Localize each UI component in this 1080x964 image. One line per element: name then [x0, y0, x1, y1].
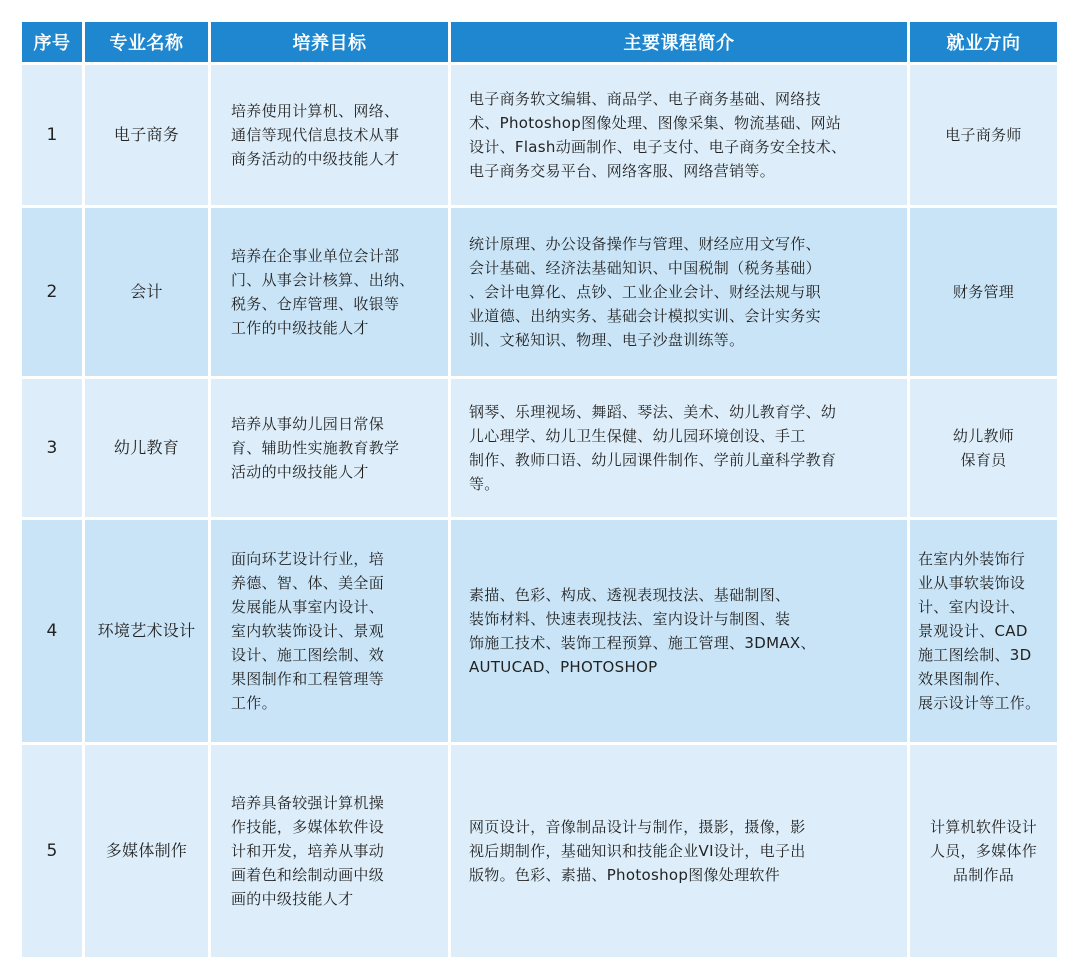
training-goal — [211, 379, 448, 517]
goal-line: 商务活动的中级技能人才 — [231, 150, 400, 168]
course-line: 装饰材料、快速表现技法、室内设计与制图、装 — [469, 610, 791, 628]
goal-line: 育、辅助性实施教育教学 — [231, 439, 400, 457]
career-direction — [910, 745, 1057, 957]
goal-line: 计和开发，培养从事动 — [231, 842, 385, 860]
course-line: 设计、Flash动画制作、电子支付、电子商务安全技术、 — [469, 138, 847, 156]
row-index: 2 — [22, 208, 82, 376]
course-line: 饰施工技术、装饰工程预算、施工管理、3DMAX、 — [469, 634, 816, 652]
course-line: 会计基础、经济法基础知识、中国税制（税务基础） — [469, 259, 821, 277]
career-direction — [910, 379, 1057, 517]
goal-line: 设计、施工图绘制、效 — [231, 646, 385, 664]
header-main-courses: 主要课程简介 — [451, 22, 907, 62]
training-goal — [211, 520, 448, 742]
main-courses — [451, 745, 907, 957]
goal-line: 果图制作和工程管理等 — [231, 670, 385, 688]
job-line: 业从事软装饰设 — [918, 574, 1026, 592]
goal-line: 培养从事幼儿园日常保 — [231, 415, 385, 433]
course-line: 统计原理、办公设备操作与管理、财经应用文写作、 — [469, 235, 821, 253]
job-line: 保育员 — [960, 451, 1007, 469]
main-courses — [451, 208, 907, 376]
table-row-5 — [22, 745, 1057, 957]
header-career-direction: 就业方向 — [910, 22, 1057, 62]
goal-line: 养德、智、体、美全面 — [231, 574, 385, 592]
header-training-goal: 培养目标 — [211, 22, 448, 62]
career-direction — [910, 520, 1057, 742]
row-index: 1 — [22, 65, 82, 205]
course-line: 网页设计，音像制品设计与制作，摄影，摄像，影 — [469, 818, 806, 836]
training-goal — [211, 65, 448, 205]
job-line: 计、室内设计、 — [918, 598, 1026, 616]
job-line: 品制作品 — [952, 866, 1015, 884]
row-index: 3 — [22, 379, 82, 517]
job-line: 幼儿教师 — [952, 427, 1015, 445]
job-line: 人员，多媒体作 — [929, 842, 1038, 860]
course-line: AUTUCAD、PHOTOSHOP — [469, 658, 658, 676]
table-row-3 — [22, 379, 1057, 517]
goal-line: 税务、仓库管理、收银等 — [231, 295, 400, 313]
job-line: 施工图绘制、3D — [918, 646, 1032, 664]
course-line: 等。 — [469, 475, 500, 493]
course-line: 素描、色彩、构成、透视表现技法、基础制图、 — [469, 586, 791, 604]
career-direction — [910, 65, 1057, 205]
table-row-4 — [22, 520, 1057, 742]
goal-line: 通信等现代信息技术从事 — [231, 126, 400, 144]
goal-line: 画的中级技能人才 — [231, 890, 354, 908]
majors-table — [19, 19, 1060, 960]
header-major-name: 专业名称 — [85, 22, 208, 62]
course-line: 制作、教师口语、幼儿园课件制作、学前儿童科学教育 — [469, 451, 837, 469]
course-line: 业道德、出纳实务、基础会计模拟实训、会计实务实 — [469, 307, 821, 325]
main-courses — [451, 379, 907, 517]
table-row-1 — [22, 65, 1057, 205]
course-line: 钢琴、乐理视场、舞蹈、琴法、美术、幼儿教育学、幼 — [469, 403, 837, 421]
job-line: 电子商务师 — [945, 126, 1022, 144]
main-courses — [451, 520, 907, 742]
goal-line: 室内软装饰设计、景观 — [231, 622, 385, 640]
job-line: 展示设计等工作。 — [918, 694, 1041, 712]
course-line: 、会计电算化、点钞、工业企业会计、财经法规与职 — [469, 283, 821, 301]
course-line: 术、Photoshop图像处理、图像采集、物流基础、网站 — [469, 114, 842, 132]
goal-line: 作技能，多媒体软件设 — [231, 818, 385, 836]
goal-line: 工作。 — [231, 694, 277, 712]
goal-line: 门、从事会计核算、出纳、 — [231, 271, 415, 289]
goal-line: 活动的中级技能人才 — [231, 463, 369, 481]
course-line: 训、文秘知识、物理、电子沙盘训练等。 — [469, 331, 745, 349]
job-line: 景观设计、CAD — [918, 622, 1028, 640]
major-name: 会计 — [85, 208, 208, 376]
course-line: 电子商务软文编辑、商品学、电子商务基础、网络技 — [469, 90, 821, 108]
goal-line: 发展能从事室内设计、 — [231, 598, 385, 616]
major-name: 电子商务 — [85, 65, 208, 205]
goal-line: 培养具备较强计算机操 — [231, 794, 385, 812]
major-name: 幼儿教育 — [85, 379, 208, 517]
training-goal — [211, 208, 448, 376]
course-line: 电子商务交易平台、网络客服、网络营销等。 — [469, 162, 776, 180]
job-line: 效果图制作、 — [918, 670, 1010, 688]
goal-line: 画着色和绘制动画中级 — [231, 866, 385, 884]
goal-line: 培养在企事业单位会计部 — [231, 247, 400, 265]
career-direction — [910, 208, 1057, 376]
goal-line: 培养使用计算机、网络、 — [231, 102, 400, 120]
job-line: 在室内外装饰行 — [918, 550, 1026, 568]
course-line: 版物。色彩、素描、Photoshop图像处理软件 — [469, 866, 781, 884]
row-index: 4 — [22, 520, 82, 742]
goal-line: 工作的中级技能人才 — [231, 319, 369, 337]
major-name: 多媒体制作 — [85, 745, 208, 957]
table-row-2 — [22, 208, 1057, 376]
course-line: 儿心理学、幼儿卫生保健、幼儿园环境创设、手工 — [469, 427, 806, 445]
course-line: 视后期制作，基础知识和技能企业VI设计，电子出 — [469, 842, 806, 860]
job-line: 计算机软件设计 — [929, 818, 1038, 836]
majors-table-container — [22, 22, 1060, 960]
row-index: 5 — [22, 745, 82, 957]
goal-line: 面向环艺设计行业，培 — [231, 550, 385, 568]
major-name: 环境艺术设计 — [85, 520, 208, 742]
job-line: 财务管理 — [952, 283, 1015, 301]
header-index: 序号 — [22, 22, 82, 62]
main-courses — [451, 65, 907, 205]
header-row — [22, 22, 1057, 62]
training-goal — [211, 745, 448, 957]
